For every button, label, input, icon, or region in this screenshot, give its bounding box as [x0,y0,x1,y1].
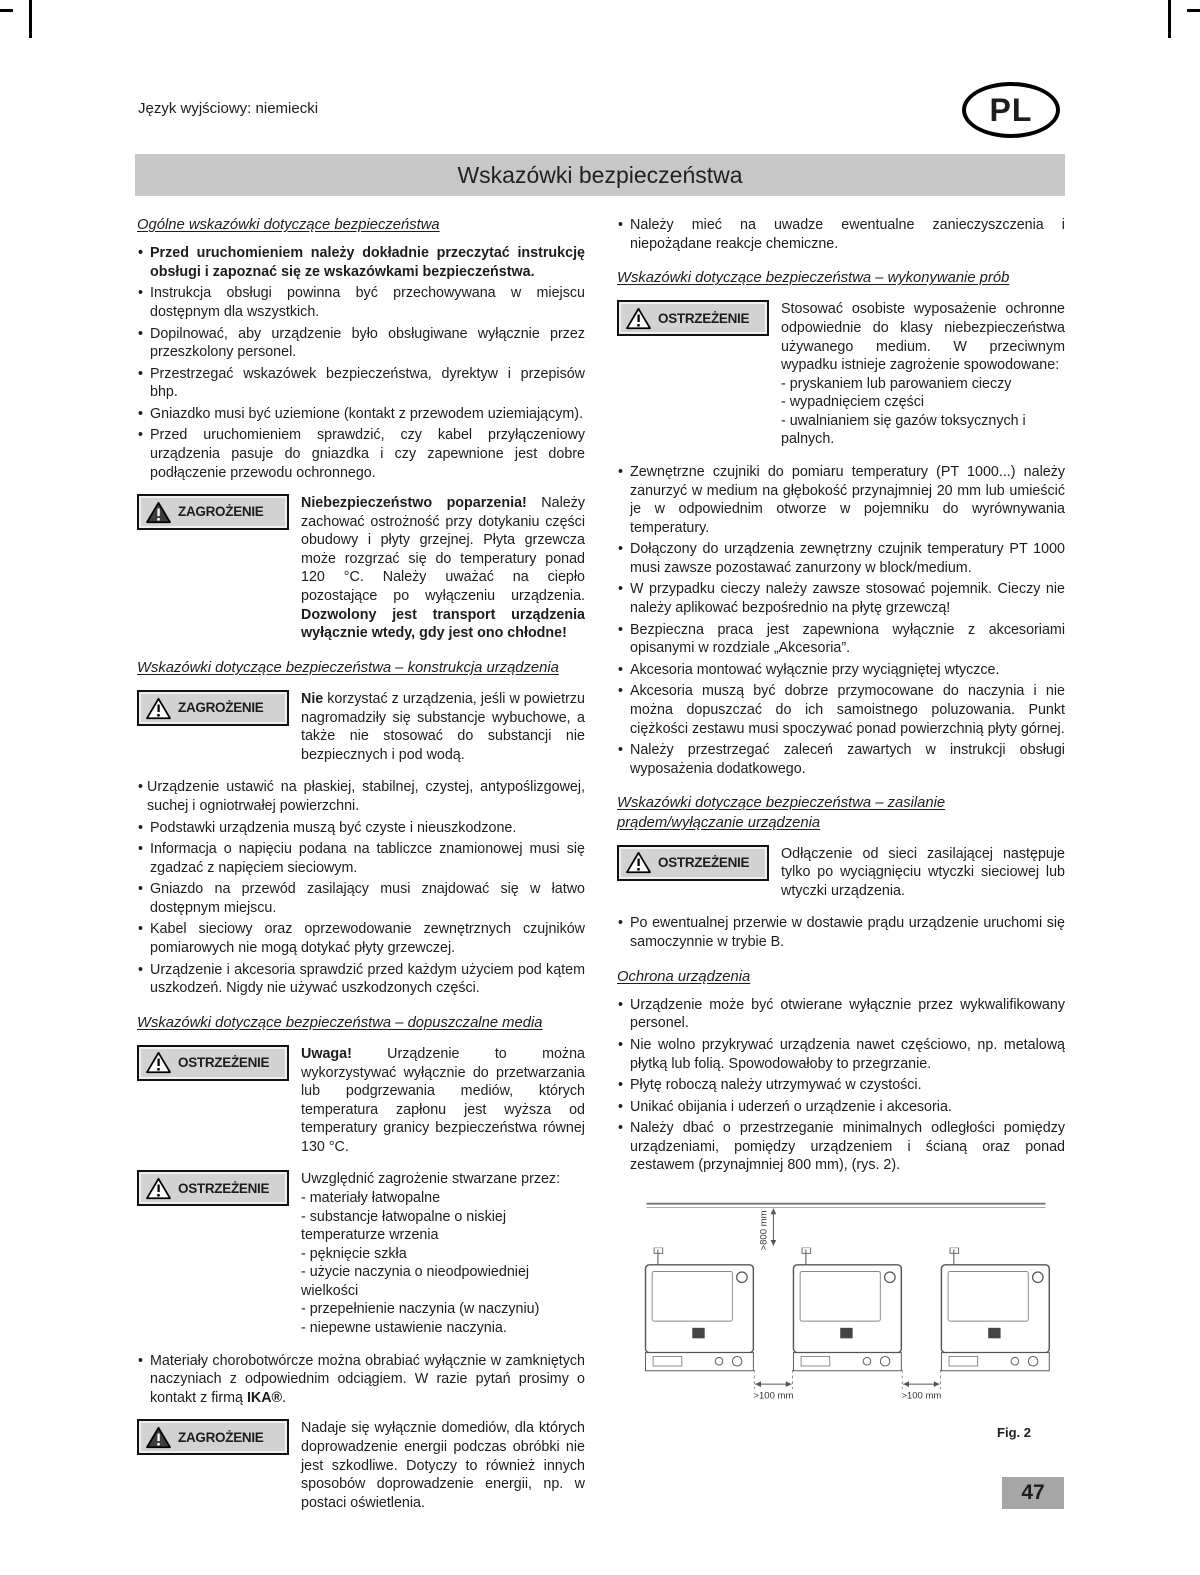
left-column [137,214,585,1526]
bullet-item: • Gniazdo na przewód zasilający musi znajdować się w łatwo dostępnym miejscu. [137,880,585,917]
language-badge: PL [962,82,1060,138]
section-heading: Wskazówki dotyczące bezpieczeństwa – konstrukcja urządzenia [137,659,559,676]
bullet-text-segment: . [282,1389,287,1406]
warning-block [617,300,1065,449]
page-number: 47 [1002,1477,1064,1509]
warning-list-item: - substancje łatwopalne o niskiej temperaturze wrzenia [301,1208,507,1244]
bullet-item: • Przestrzegać wskazówek bezpieczeństwa, dyrektyw i przepisów bhp. [137,365,585,402]
danger-block [137,494,585,643]
warning-list-item: - uwalnianiem się gazów toksycznych i palnych. [781,412,1026,448]
warning-list-item: - przepełnienie naczynia (w naczyniu) [301,1301,540,1318]
bullet-item: • Nie wolno przykrywać urządzenia nawet częściowo, np. metalową płytką lub folią. Spowodowałoby to przegrzanie. [617,1036,1065,1073]
warning-box [617,845,769,881]
figure-dim-left: >100 mm [753,1390,794,1402]
warning-list-item: - użycie naczynia o nieodpowiedniej wielkości [301,1264,530,1299]
section-heading: Wskazówki dotyczące bezpieczeństwa – wykonywanie prób [617,270,1010,287]
warning-block [137,1170,585,1337]
warning-text-bold: Uwaga! [301,1045,352,1062]
figure-dim-right: >100 mm [901,1390,942,1402]
bullet-item: • Po ewentualnej przerwie w dostawie prądu urządzenie uruchomi się samoczynnie w trybie B. [617,914,1065,951]
warning-triangle-icon [145,1426,172,1449]
danger-box [137,1419,289,1455]
warning-label: ZAGROŻENIE [178,700,264,716]
bullet-item: • Instrukcja obsługi powinna być przechowywana w miejscu dostępnym dla wszystkich. [137,284,585,321]
danger-box [137,690,289,726]
warning-list-item: - materiały łatwopalne [301,1189,441,1206]
warning-list-item: - wypadnięciem części [781,394,925,411]
warning-text-intro: Stosować osobiste wyposażenie ochronne odpowiednie do klasy niebezpieczeństwa używanego medium. W przeciwnym wypadku istnieje zagrożenie spowodowane: [781,301,1065,374]
bullet-item [137,1352,585,1408]
bullet-item: • Dołączony do urządzenia zewnętrzny czujnik temperatury PT 1000 musi zawsze pozostawać zanurzony w block/medium. [617,540,1065,577]
crop-mark [29,0,32,38]
bullet-item: • Przed uruchomieniem sprawdzić, czy kabel przyłączeniowy urządzenia pasuje do gniazdka i czy zapewnione jest dobre podłączenie przewodu ochronnego. [137,426,585,482]
warning-text-bold: Nie [301,691,324,708]
bullet-item: • Dopilnować, aby urządzenie było obsługiwane wyłącznie przez przeszkolony personel. [137,325,585,362]
figure-2-drawing [635,1189,1055,1417]
bullet-item: • Urządzenie ustawić na płaskiej, stabilnej, czystej, antypoślizgowej, suchej i ogniotrwałej powierzchni. [137,778,585,815]
warning-box [617,300,769,336]
language-note: Język wyjściowy: niemiecki [138,100,319,117]
warning-triangle-icon [625,851,652,874]
bullet-item: • Przed uruchomieniem należy dokładnie przeczytać instrukcję obsługi i zapoznać się ze wskazówkami bezpieczeństwa. [137,244,585,281]
crop-mark [1187,9,1200,12]
section-heading: Ochrona urządzenia [617,968,751,985]
warning-list-item: - pryskaniem lub parowaniem cieczy [781,375,1012,392]
bullet-item: • Należy mieć na uwadze ewentualne zanieczyszczenia i niepożądane reakcje chemiczne. [617,216,1065,253]
warning-text [301,1045,585,1156]
warning-text-intro: Uwzględnić zagrożenie stwarzane przez: [301,1171,561,1188]
danger-box [137,494,289,530]
warning-text [301,690,585,764]
device-drawing [646,1248,754,1371]
bullet-item: • Akcesoria muszą być dobrze przymocowane do naczynia i nie można dopuszczać do ich samoistnego poluzowania. Punkt ciężkości zestawu musi spoczywać ponad powierzchnią płyty górnej. [617,682,1065,738]
content-columns [137,214,1065,1526]
bullet-item: • Unikać obijania i uderzeń o urządzenie i akcesoria. [617,1098,1065,1117]
warning-triangle-icon [145,697,172,720]
warning-text [781,845,1065,901]
section-heading: Ogólne wskazówki dotyczące bezpieczeństwa [137,217,440,233]
figure-caption: Fig. 2 [997,1424,1031,1440]
warning-triangle-icon [145,501,172,524]
bullet-item: • Należy dbać o przestrzeganie minimalnych odległości pomiędzy urządzeniami, pomiędzy urządzeniem i ścianą oraz ponad zestawem (przynajmniej 800 mm), (rys. 2). [617,1119,1065,1175]
warning-list-item: - pęknięcie szkła [301,1245,407,1262]
danger-block [137,690,585,764]
warning-label: OSTRZEŻENIE [658,854,750,870]
danger-block [137,1419,585,1512]
bullet-item: • Gniazdko musi być uziemione (kontakt z przewodem uziemiającym). [137,405,585,424]
crop-mark [1168,0,1171,38]
warning-text-segment: Należy zachować ostrożność przy dotykaniu części obudowy i płyty grzejnej. Płyta grzewcza może rozgrzać się do temperatury ponad 120 °C. Należy uważać na ciepło pozostające po wyłączeniu urządzenia. [301,495,585,605]
bullet-item: • Kabel sieciowy oraz oprzewodowanie zewnętrznych czujników pomiarowych nie mogą dotykać płyty grzewczej. [137,920,585,957]
device-drawing [793,1248,901,1371]
figure-dim-top: >800 mm [758,1210,770,1251]
bullet-item: • Informacja o napięciu podana na tabliczce znamionowej musi się zgadzać z napięciem sieciowym. [137,840,585,877]
warning-text [301,1170,585,1337]
bullet-item: • Bezpieczna praca jest zapewniona wyłącznie z akcesoriami opisanymi w rozdziale „Akcesoria”. [617,621,1065,658]
warning-label: OSTRZEŻENIE [178,1180,270,1196]
right-column [617,214,1065,1526]
bullet-item: • Urządzenie i akcesoria sprawdzić przed każdym użyciem pod kątem uszkodzeń. Nigdy nie używać uszkodzonych części. [137,961,585,998]
warning-label: ZAGROŻENIE [178,1429,264,1445]
warning-text-segment: Odłączenie od sieci zasilającej następuje tylko po wyciągnięciu wtyczki sieciowej lub wtyczki urządzenia. [781,845,1065,899]
section-heading: Wskazówki dotyczące bezpieczeństwa – zasilanie prądem/wyłączanie urządzenia [617,795,946,831]
warning-triangle-icon [145,1051,172,1074]
bullet-item: • W przypadku cieczy należy zawsze stosować pojemnik. Cieczy nie należy aplikować bezpośrednio na płytę grzewczą! [617,580,1065,617]
warning-text-segment: Urządzenie to można wykorzystywać wyłącznie do przetwarzania lub podgrzewania mediów, których temperatura zapłonu jest wyższa od temperatury granicy bezpieczeństwa równej 130 °C. [301,1045,585,1155]
warning-text-bold: Dozwolony jest transport urządzenia wyłącznie wtedy, gdy jest ono chłodne! [301,606,585,642]
warning-text [781,300,1065,449]
warning-box [137,1170,289,1206]
bullet-item: • Urządzenie może być otwierane wyłącznie przez wykwalifikowany personel. [617,996,1065,1033]
bullet-item: • Akcesoria montować wyłącznie przy wyciągniętej wtyczce. [617,661,1065,680]
warning-label: OSTRZEŻENIE [658,310,750,326]
bullet-text-segment: Materiały chorobotwórcze można obrabiać wyłącznie w zamkniętych naczyniach z odpowiednim odciągiem. W razie pytań prosimy o kontakt z firmą [150,1352,585,1406]
page-title: Wskazówki bezpieczeństwa [135,154,1065,196]
bullet-text-bold: IKA® [246,1389,283,1406]
bullet-item: • Podstawki urządzenia muszą być czyste i nieuszkodzone. [137,819,585,838]
figure-2 [617,1189,1065,1441]
crop-mark [0,9,13,12]
bullet-item: • Zewnętrzne czujniki do pomiaru temperatury (PT 1000...) należy zanurzyć w medium na głębokość przynajmniej 20 mm lub umieścić je w odpowiednim otworze w pojemniku do wyrównywania temperatury. [617,463,1065,537]
bullet-item: • Należy przestrzegać zaleceń zawartych w instrukcji obsługi wyposażenia dodatkowego. [617,741,1065,778]
warning-text [301,494,585,643]
warning-text-segment: korzystać z urządzenia, jeśli w powietrzu nagromadziły się substancje wybuchowe, a także nie stosować do substancji nie bezpiecznych i pod wodą. [301,691,585,763]
warning-text [301,1419,585,1512]
warning-list-item: - niepewne ustawienie naczynia. [301,1320,507,1337]
bullet-item: • Płytę roboczą należy utrzymywać w czystości. [617,1076,1065,1095]
warning-label: OSTRZEŻENIE [178,1055,270,1071]
warning-text-segment: Nadaje się wyłącznie domediów, dla których doprowadzenie energii podczas obróbki nie jest szkodliwe. Dotyczy to również innych sposobów doprowadzenie energii, np. w postaci oświetlenia. [301,1420,585,1511]
warning-triangle-icon [145,1177,172,1200]
warning-label: ZAGROŻENIE [178,504,264,520]
device-drawing [941,1248,1049,1371]
warning-block [137,1045,585,1156]
warning-block [617,845,1065,901]
section-heading: Wskazówki dotyczące bezpieczeństwa – dopuszczalne media [137,1014,543,1031]
warning-box [137,1045,289,1081]
warning-text-bold: Niebezpieczeństwo poparzenia! [301,495,527,512]
warning-triangle-icon [625,307,652,330]
